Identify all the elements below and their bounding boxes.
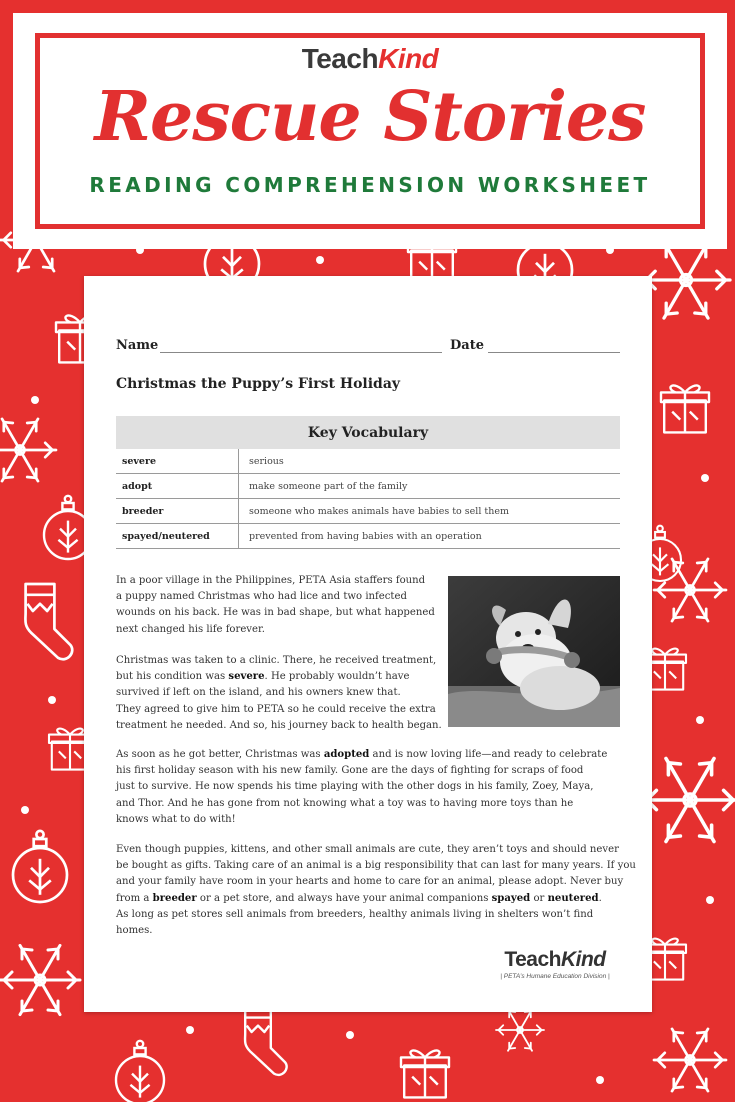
story-paragraph-4 (116, 842, 636, 939)
table-row (116, 524, 620, 549)
text-line: and Thor. And he has gone from not knowing what a toy was to having more toys than he (116, 797, 574, 809)
vocab-term: spayed/neutered (116, 524, 239, 549)
brand-kind: Kind (378, 43, 439, 74)
text-line: . (598, 892, 602, 904)
text-line: or (530, 892, 548, 904)
date-label: Date (450, 338, 484, 353)
worksheet-page (84, 276, 652, 1012)
text-line: homes. (116, 925, 153, 937)
vocab-definition: serious (239, 449, 621, 474)
text-line: and your family have room in your hearts and home to care for an animal, please adopt. Never buy (116, 876, 624, 888)
text-line: Even though puppies, kittens, and other small animals are cute, they aren’t toys and should never (116, 844, 619, 855)
date-line (488, 352, 620, 353)
vocabulary-heading: Key Vocabulary (116, 416, 620, 449)
name-date-row (116, 338, 620, 358)
name-label: Name (116, 338, 159, 353)
text-line: be bought as gifts. Taking care of an animal is a big responsibility that can last for many years. If you (116, 860, 636, 872)
logo-teach: Teach (504, 948, 561, 971)
page-title: Rescue Stories (94, 77, 646, 157)
vocab-word-bold: breeder (152, 892, 197, 904)
text-line: from a (116, 892, 153, 904)
brand-teach: Teach (301, 43, 379, 74)
story-title: Christmas the Puppy’s First Holiday (116, 376, 401, 392)
page-subtitle: READING COMPREHENSION WORKSHEET (89, 173, 651, 197)
vocab-definition: someone who makes animals have babies to sell them (239, 499, 621, 524)
text-line: As long as pet stores sell animals from breeders, healthy animals living in shelters won’t find (116, 908, 594, 920)
text-line: just to survive. He now spends his time playing with the other dogs in his family, Zoey, Maya, (116, 781, 594, 793)
teachkind-footer-logo (490, 948, 620, 980)
text-line: but his condition was (116, 671, 229, 683)
story-paragraph-2 (116, 653, 446, 734)
text-line: They agreed to give him to PETA so he could receive the extra (116, 703, 436, 715)
vocab-term: severe (116, 449, 239, 474)
vocab-definition: prevented from having babies with an operation (239, 524, 621, 549)
text-line: his first holiday season with his new family. Gone are the days of fighting for scraps of food (116, 765, 584, 777)
table-row (116, 474, 620, 499)
logo-wordmark (490, 948, 620, 972)
vocab-word-bold: spayed (491, 892, 531, 904)
table-row (116, 449, 620, 474)
text-line: and is now loving life—and ready to celebrate (369, 749, 608, 760)
vocab-word-bold: neutered (547, 892, 599, 904)
table-row (116, 499, 620, 524)
name-line (160, 352, 442, 353)
vocab-word-bold: adopted (323, 749, 370, 760)
vocab-term: adopt (116, 474, 239, 499)
text-line: wounds on his back. He was in bad shape, but what happened (116, 607, 435, 619)
text-line: survived if left on the island, and his owners knew that. (116, 687, 401, 699)
story-paragraph-3 (116, 747, 636, 828)
text-line: treatment he needed. And so, his journey back to health began. (116, 719, 442, 731)
vocab-word-bold: severe (228, 671, 265, 683)
text-line: next changed his life forever. (116, 623, 265, 635)
teachkind-brand (13, 43, 727, 75)
puppy-photo (448, 576, 620, 727)
logo-tagline: | PETA’s Humane Education Division | (500, 973, 610, 980)
text-line: or a pet store, and always have your animal companions (196, 892, 492, 904)
story-paragraph-1 (116, 573, 446, 638)
text-line: . He probably wouldn’t have (264, 671, 410, 683)
text-line: knows what to do with! (116, 813, 236, 825)
vocab-definition: make someone part of the family (239, 474, 621, 499)
logo-kind: Kind (560, 948, 606, 971)
text-line: Christmas was taken to a clinic. There, he received treatment, (116, 655, 437, 666)
text-line: As soon as he got better, Christmas was (116, 749, 324, 760)
vocabulary-table (116, 416, 620, 549)
text-line: a puppy named Christmas who had lice and two infected (116, 591, 407, 603)
text-line: In a poor village in the Philippines, PETA Asia staffers found (116, 575, 426, 586)
vocab-term: breeder (116, 499, 239, 524)
header-card (13, 13, 727, 249)
